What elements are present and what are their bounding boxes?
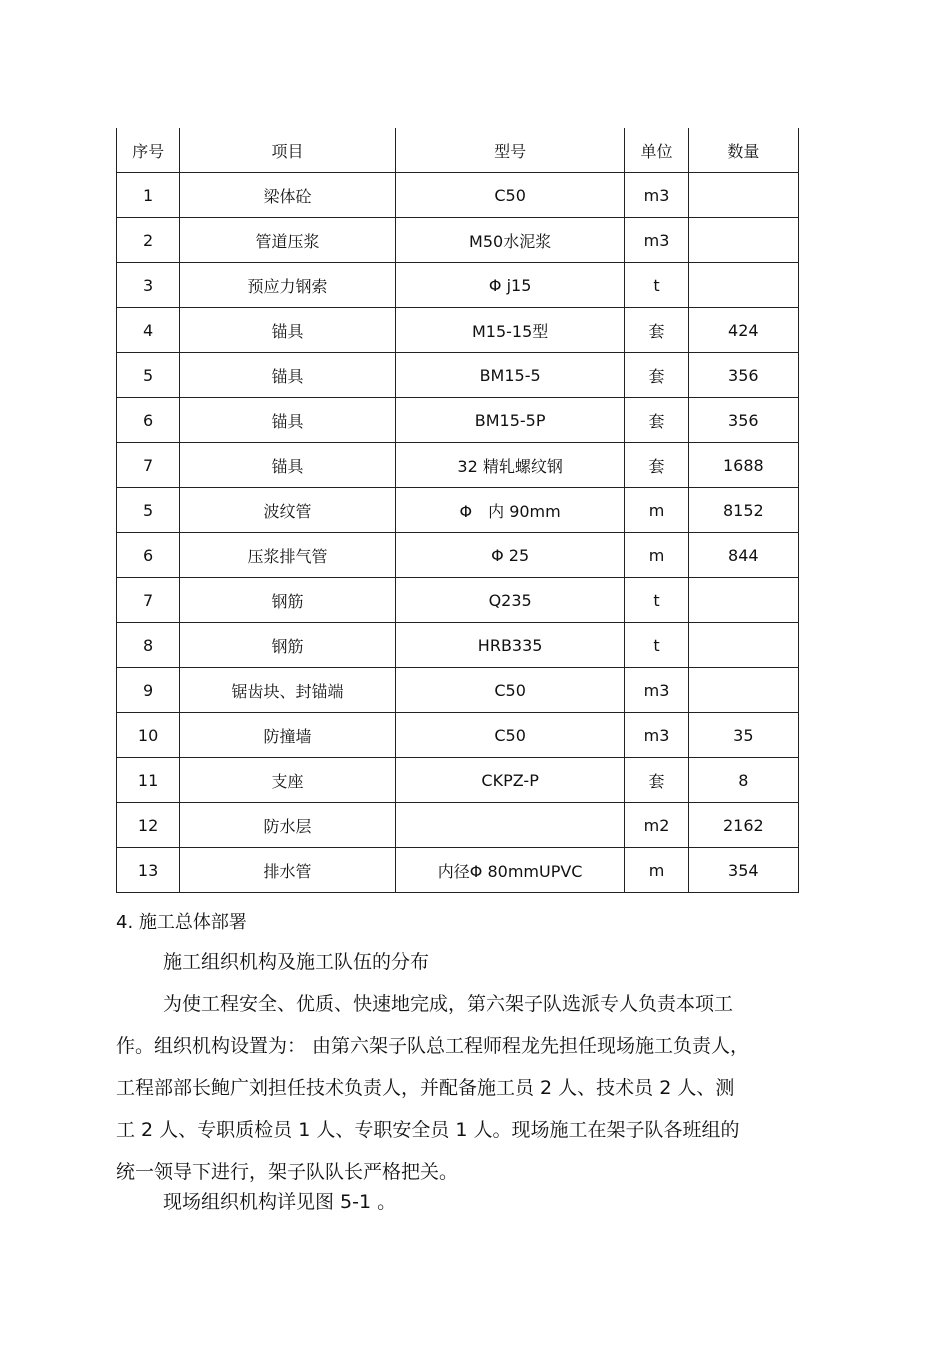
section-subheading: 施工组织机构及施工队伍的分布 xyxy=(163,951,430,973)
cell-unit: m3 xyxy=(625,218,688,263)
table-body xyxy=(117,173,799,893)
section-body xyxy=(116,983,836,1193)
cell-model: Φ 内 90mm xyxy=(395,488,625,533)
cell-item: 预应力钢索 xyxy=(180,263,396,308)
table-row xyxy=(117,533,799,578)
table-row xyxy=(117,623,799,668)
cell-item: 梁体砼 xyxy=(180,173,396,218)
body-line: 作。组织机构设置为： 由第六架子队总工程师程龙先担任现场施工负责人， xyxy=(116,1035,750,1057)
cell-no: 5 xyxy=(117,353,180,398)
table-row xyxy=(117,578,799,623)
cell-item: 波纹管 xyxy=(180,488,396,533)
table-row xyxy=(117,713,799,758)
cell-model xyxy=(395,803,625,848)
cell-model: 32 精轧螺纹钢 xyxy=(395,443,625,488)
table-row xyxy=(117,803,799,848)
cell-no: 5 xyxy=(117,488,180,533)
cell-unit: 套 xyxy=(625,308,688,353)
cell-unit: m2 xyxy=(625,803,688,848)
cell-no: 4 xyxy=(117,308,180,353)
cell-item: 锯齿块、封锚端 xyxy=(180,668,396,713)
cell-model: M15-15型 xyxy=(395,308,625,353)
cell-unit: t xyxy=(625,578,688,623)
cell-no: 11 xyxy=(117,758,180,803)
cell-unit: t xyxy=(625,263,688,308)
table-header xyxy=(117,128,799,173)
cell-qty: 354 xyxy=(688,848,798,893)
cell-unit: m xyxy=(625,848,688,893)
cell-no: 10 xyxy=(117,713,180,758)
cell-item: 支座 xyxy=(180,758,396,803)
cell-item: 钢筋 xyxy=(180,578,396,623)
table-row xyxy=(117,308,799,353)
header-item: 项目 xyxy=(180,128,396,173)
cell-no: 9 xyxy=(117,668,180,713)
cell-qty xyxy=(688,218,798,263)
cell-unit: 套 xyxy=(625,353,688,398)
cell-qty: 424 xyxy=(688,308,798,353)
table-row xyxy=(117,758,799,803)
cell-no: 1 xyxy=(117,173,180,218)
cell-unit: 套 xyxy=(625,398,688,443)
cell-model: CKPZ-P xyxy=(395,758,625,803)
cell-qty xyxy=(688,263,798,308)
cell-unit: 套 xyxy=(625,443,688,488)
cell-unit: t xyxy=(625,623,688,668)
cell-qty xyxy=(688,668,798,713)
cell-item: 锚具 xyxy=(180,443,396,488)
body-line: 工 2 人、专职质检员 1 人、专职安全员 1 人。现场施工在架子队各班组的 xyxy=(116,1119,740,1141)
cell-item: 防撞墙 xyxy=(180,713,396,758)
cell-model: BM15-5 xyxy=(395,353,625,398)
header-unit: 单位 xyxy=(625,128,688,173)
table-row xyxy=(117,353,799,398)
header-model: 型号 xyxy=(395,128,625,173)
cell-item: 锚具 xyxy=(180,353,396,398)
materials-table xyxy=(116,128,799,893)
cell-item: 锚具 xyxy=(180,398,396,443)
cell-qty: 8152 xyxy=(688,488,798,533)
table-header-row xyxy=(117,128,799,173)
cell-unit: 套 xyxy=(625,758,688,803)
cell-item: 钢筋 xyxy=(180,623,396,668)
cell-unit: m3 xyxy=(625,668,688,713)
cell-model: M50水泥浆 xyxy=(395,218,625,263)
table-row xyxy=(117,443,799,488)
cell-item: 锚具 xyxy=(180,308,396,353)
cell-model: BM15-5P xyxy=(395,398,625,443)
cell-no: 2 xyxy=(117,218,180,263)
cell-no: 7 xyxy=(117,443,180,488)
cell-no: 13 xyxy=(117,848,180,893)
body-line: 统一领导下进行，架子队队长严格把关。 xyxy=(116,1161,459,1183)
cell-unit: m3 xyxy=(625,173,688,218)
table-row xyxy=(117,488,799,533)
cell-item: 防水层 xyxy=(180,803,396,848)
cell-qty: 8 xyxy=(688,758,798,803)
cell-qty: 356 xyxy=(688,398,798,443)
cell-model: 内径Φ 80mmUPVC xyxy=(395,848,625,893)
header-no: 序号 xyxy=(117,128,180,173)
cell-qty xyxy=(688,578,798,623)
cell-qty: 2162 xyxy=(688,803,798,848)
cell-qty xyxy=(688,173,798,218)
cell-qty xyxy=(688,623,798,668)
cell-model: C50 xyxy=(395,668,625,713)
cell-model: Q235 xyxy=(395,578,625,623)
cell-model: HRB335 xyxy=(395,623,625,668)
cell-unit: m xyxy=(625,533,688,578)
cell-item: 管道压浆 xyxy=(180,218,396,263)
cell-no: 6 xyxy=(117,398,180,443)
cell-model: Φ 25 xyxy=(395,533,625,578)
cell-item: 排水管 xyxy=(180,848,396,893)
cell-unit: m xyxy=(625,488,688,533)
cell-unit: m3 xyxy=(625,713,688,758)
cell-no: 8 xyxy=(117,623,180,668)
cell-qty: 844 xyxy=(688,533,798,578)
cell-no: 6 xyxy=(117,533,180,578)
cell-qty: 35 xyxy=(688,713,798,758)
cell-no: 3 xyxy=(117,263,180,308)
body-line: 为使工程安全、优质、快速地完成，第六架子队选派专人负责本项工 xyxy=(163,993,734,1015)
table-row xyxy=(117,173,799,218)
cell-item: 压浆排气管 xyxy=(180,533,396,578)
table-row xyxy=(117,848,799,893)
cell-no: 12 xyxy=(117,803,180,848)
table-row xyxy=(117,398,799,443)
cell-qty: 356 xyxy=(688,353,798,398)
cell-model: Φ j15 xyxy=(395,263,625,308)
body-line: 工程部部长鲍广刘担任技术负责人，并配备施工员 2 人、技术员 2 人、测 xyxy=(116,1077,735,1099)
table-row xyxy=(117,263,799,308)
cell-model: C50 xyxy=(395,173,625,218)
figure-reference: 现场组织机构详见图 5-1 。 xyxy=(163,1191,397,1213)
cell-model: C50 xyxy=(395,713,625,758)
table-row xyxy=(117,218,799,263)
header-qty: 数量 xyxy=(688,128,798,173)
table-row xyxy=(117,668,799,713)
cell-no: 7 xyxy=(117,578,180,623)
section-heading: 4. 施工总体部署 xyxy=(116,912,247,933)
cell-qty: 1688 xyxy=(688,443,798,488)
